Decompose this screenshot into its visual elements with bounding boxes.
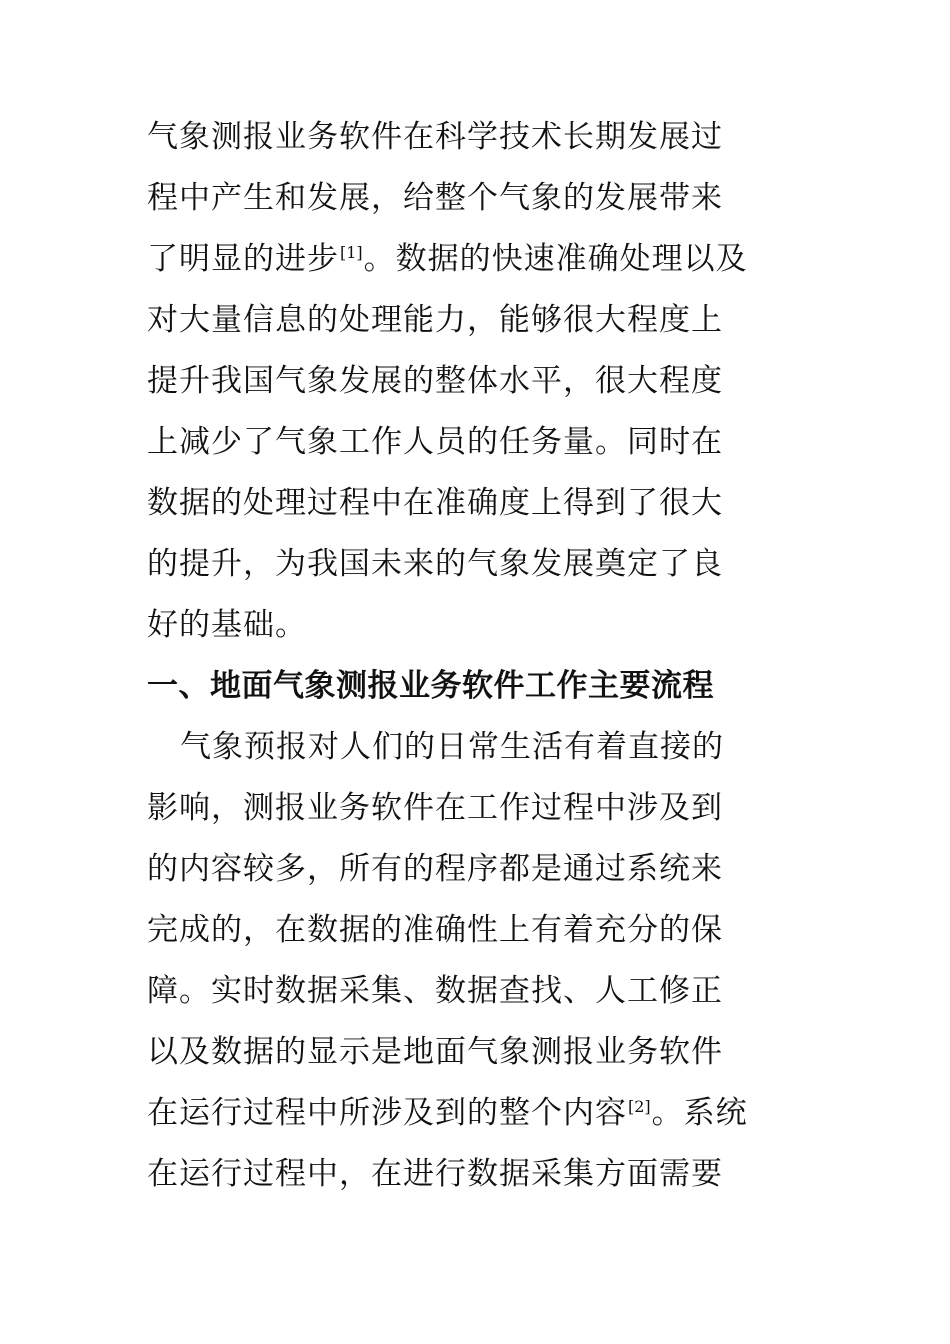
section-heading: 一、地面气象测报业务软件工作主要流程	[147, 668, 714, 704]
text-segment: 。系统	[651, 1095, 748, 1131]
text-segment: 在运行过程中所涉及到的整个内容	[147, 1095, 627, 1131]
text-line: 提升我国气象发展的整体水平，很大程度	[147, 363, 723, 399]
text-segment: 了明显的进步	[147, 241, 339, 277]
paragraph-intro	[147, 107, 847, 656]
text-line: 好的基础。	[147, 607, 307, 643]
text-line: 以及数据的显示是地面气象测报业务软件	[147, 1034, 723, 1070]
text-line: 上减少了气象工作人员的任务量。同时在	[147, 424, 723, 460]
text-line	[147, 229, 847, 290]
text-line: 的提升，为我国未来的气象发展奠定了良	[147, 546, 723, 582]
paragraph-workflow	[147, 717, 847, 1205]
document-body	[147, 107, 847, 1205]
text-line	[147, 1083, 847, 1144]
text-line: 程中产生和发展，给整个气象的发展带来	[147, 180, 723, 216]
text-line: 障。实时数据采集、数据查找、人工修正	[147, 973, 723, 1009]
text-line: 对大量信息的处理能力，能够很大程度上	[147, 302, 723, 338]
text-line: 气象预报对人们的日常生活有着直接的	[180, 729, 724, 765]
text-line: 数据的处理过程中在准确度上得到了很大	[147, 485, 723, 521]
text-line: 在运行过程中，在进行数据采集方面需要	[147, 1156, 723, 1192]
text-line: 的内容较多，所有的程序都是通过系统来	[147, 851, 723, 887]
text-line: 影响，测报业务软件在工作过程中涉及到	[147, 790, 723, 826]
citation-marker: [1]	[340, 243, 363, 262]
text-segment: 。数据的快速准确处理以及	[363, 241, 748, 277]
text-line: 气象测报业务软件在科学技术长期发展过	[147, 119, 723, 155]
text-line: 完成的，在数据的准确性上有着充分的保	[147, 912, 723, 948]
citation-marker: [2]	[628, 1097, 651, 1116]
